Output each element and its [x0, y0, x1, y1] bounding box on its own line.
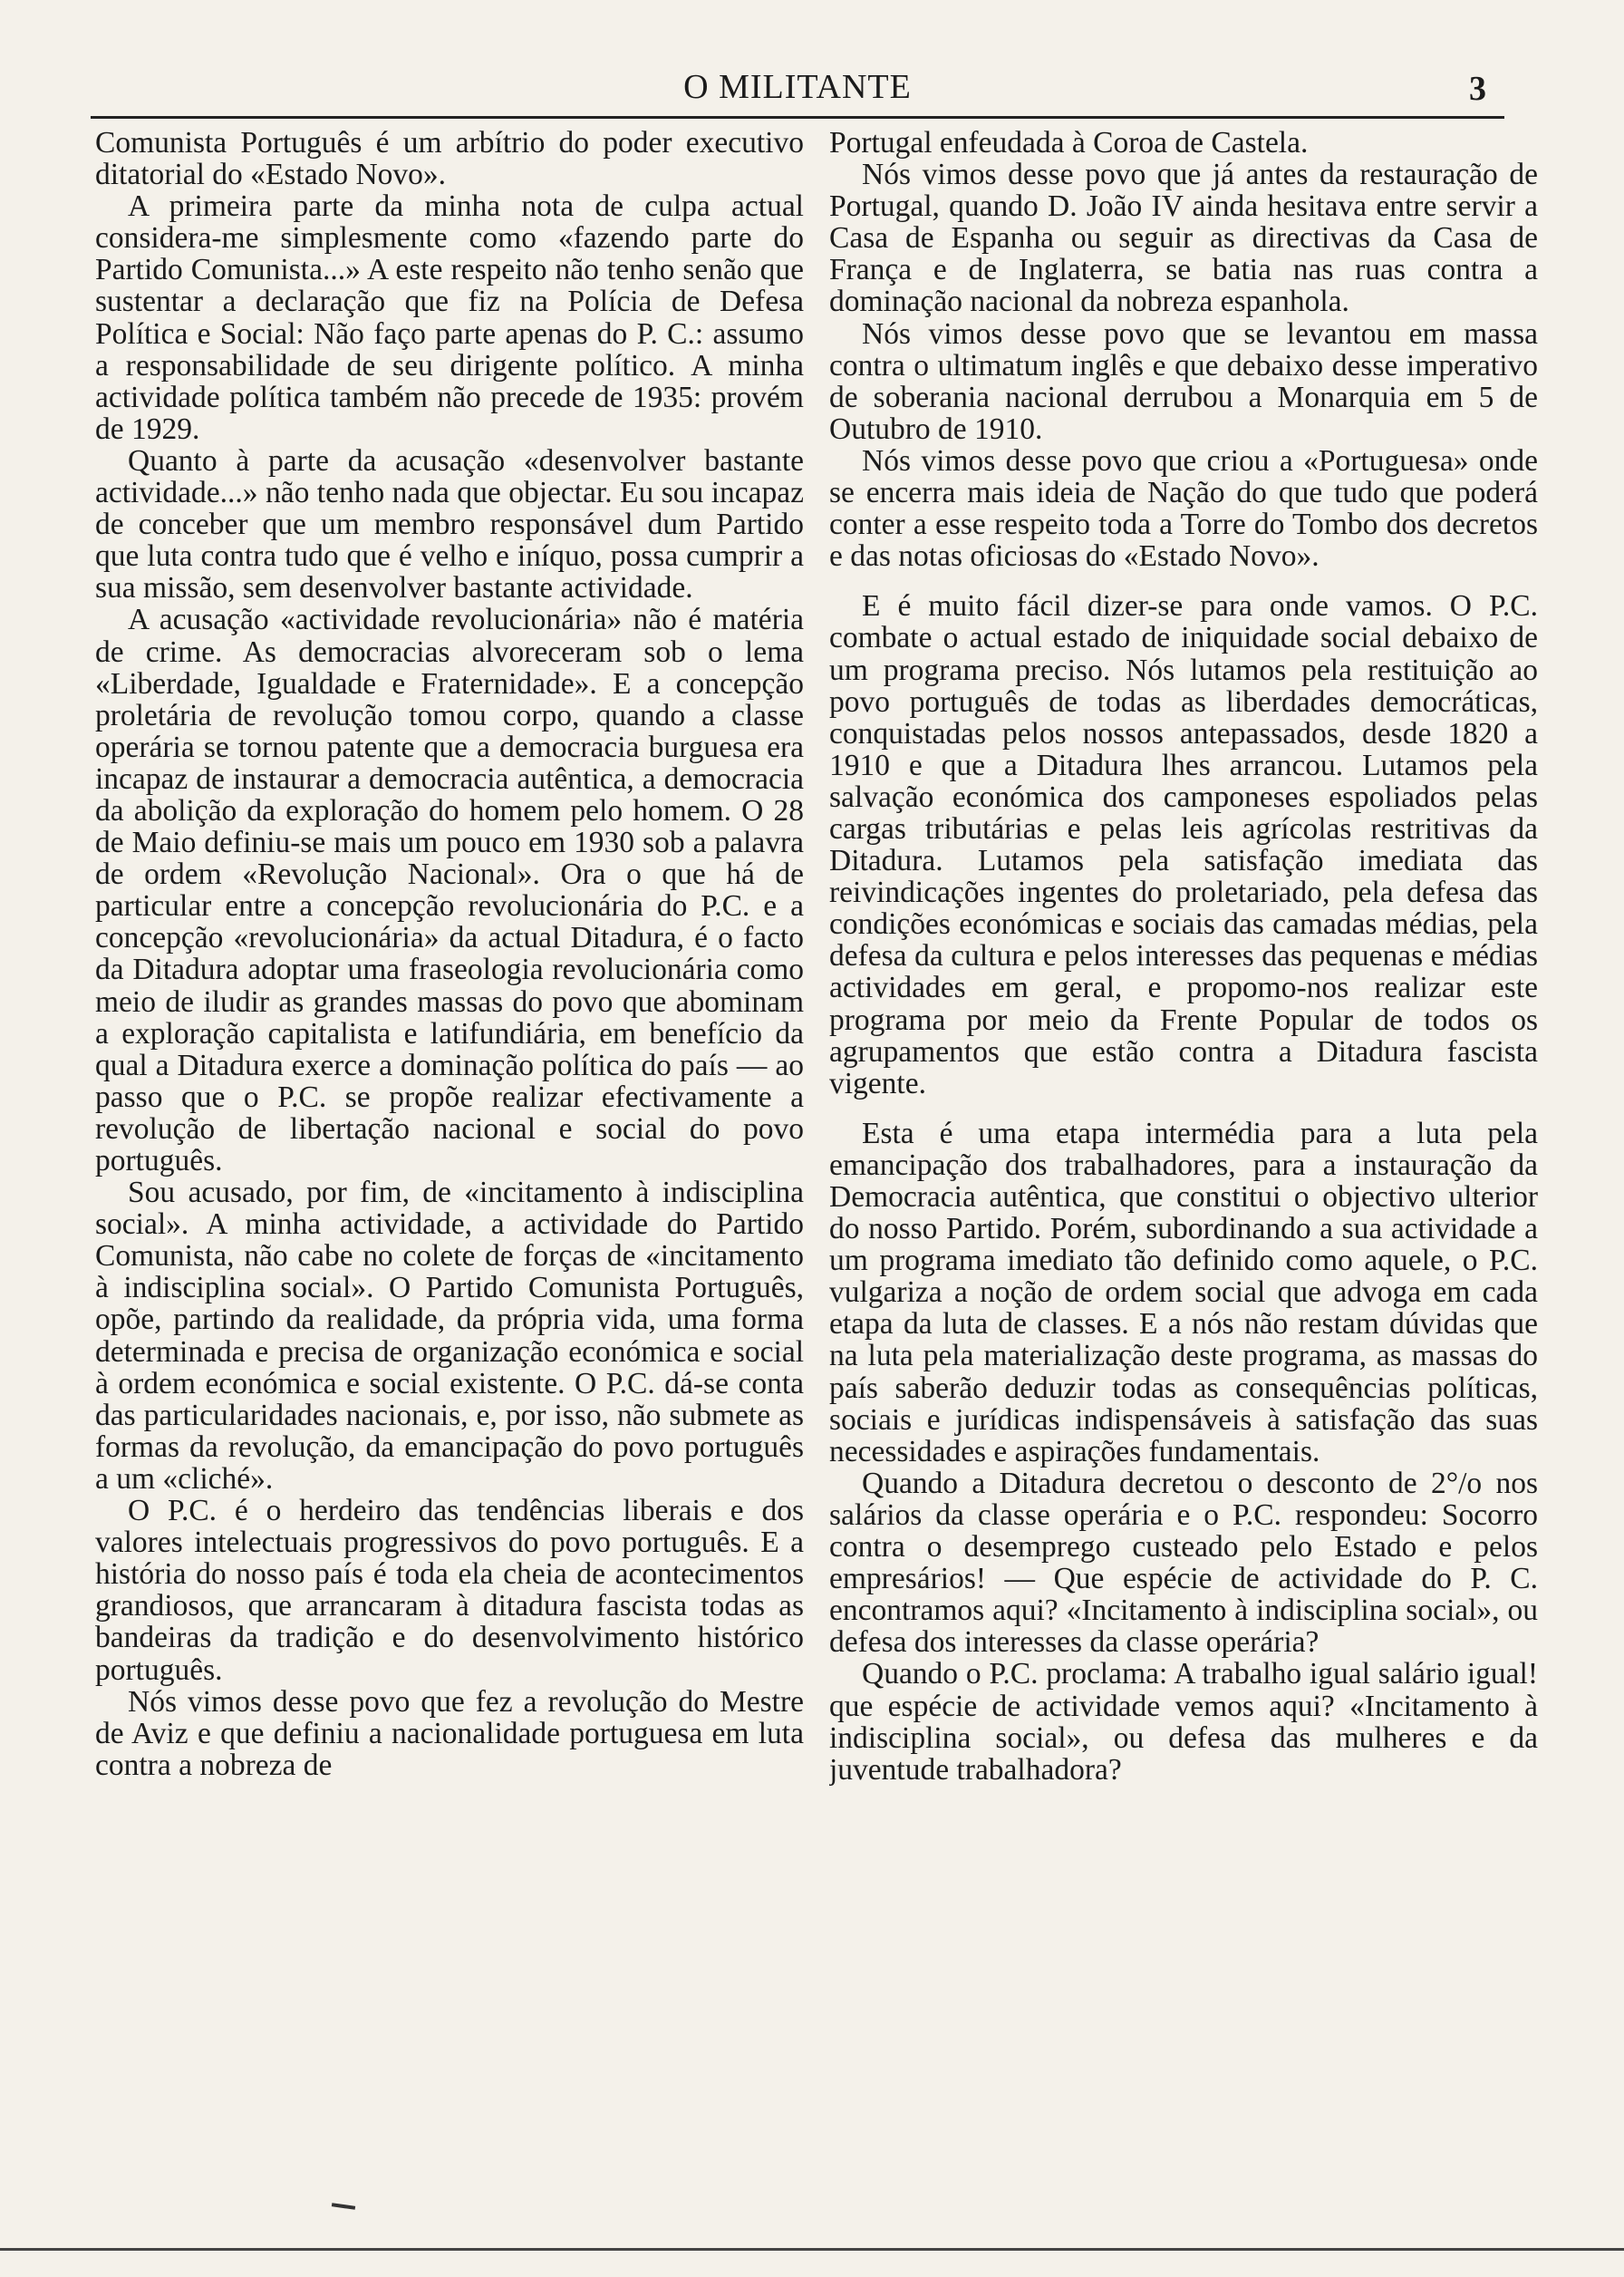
paragraph: E é muito fácil dizer-se para onde vamos. O P.C. combate o actual estado de iniquidade social debaixo de um programa preciso. Nós lutamos pela restituição ao povo português de todas as liberdades democráticas, conquistadas pelos nossos antepassados, desde 1820 a 1910 e que a Ditadura lhes arrancou. Lutamos pela salvação económica dos camponeses espoliados pelas cargas tributárias e pelas leis agrícolas restritivas da Ditadura. Lutamos pela satisfação imediata das reivindicações ingentes do proletariado, pela defesa das condições económicas e sociais das camadas médias, pela defesa da cultura e pelos interesses das pequenas e médias actividades em geral, e propomo-nos realizar este programa por meio da Frente Popular de todos os agrupamentos que estão contra a Ditadura fascista vigente.: [829, 589, 1538, 1100]
paragraph: Quanto à parte da acusação «desenvolver bastante actividade...» não tenho nada que objectar. Eu sou incapaz de conceber que um membro responsável dum Partido que luta contra tudo que é velho e iníquo, possa cumprir a sua missão, sem desenvolver bastante actividade.: [95, 443, 804, 606]
page-header: [91, 63, 1504, 118]
left-column: [95, 127, 804, 2148]
print-speck: [332, 2203, 355, 2210]
right-column: [829, 127, 1538, 2148]
paragraph: A primeira parte da minha nota de culpa actual considera-me simplesmente como «fazendo parte do Partido Comunista...» A este respeito não tenho senão que sustentar a declaração que fiz na Polícia de Defesa Política e Social: Não faço parte apenas do P. C.: assumo a responsabilidade de seu dirigente político. A minha actividade política também não precede de 1935: provém de 1929.: [95, 189, 804, 446]
paragraph: Nós vimos desse povo que já antes da restauração de Portugal, quando D. João IV ainda hesitava entre servir a Casa de Espanha ou seguir as directivas da Casa de França e de Inglaterra, se batia nas ruas contra a dominação nacional da nobreza espanhola.: [829, 158, 1538, 319]
paragraph: Portugal enfeudada à Coroa de Castela.: [829, 127, 1309, 160]
publication-title: O MILITANTE: [683, 68, 912, 106]
paragraph: Quando a Ditadura decretou o desconto de 2°/o nos salários da classe operária e o P.C. respondeu: Socorro contra o desemprego custeado pelo Estado e pelos empresários! — Que espécie de actividade do P. C. encontramos aqui? «Incitamento à indisciplina social», ou defesa dos interesses da classe operária?: [829, 1466, 1538, 1660]
header-rule: [91, 116, 1504, 119]
paragraph: Esta é uma etapa intermédia para a luta pela emancipação dos trabalhadores, para a instauração da Democracia autêntica, que constitui o objectivo ulterior do nosso Partido. Porém, subordinando a sua actividade a um programa imediato tão definido como aquele, o P.C. vulgariza a noção de ordem social que advoga em cada etapa da luta de classes. E a nós não restam dúvidas que na luta pela materialização deste programa, as massas do país saberão deduzir todas as consequências políticas, sociais e jurídicas indispensáveis à satisfação das suas necessidades e aspirações fundamentais.: [829, 1116, 1538, 1468]
paragraph: Comunista Português é um arbítrio do poder executivo ditatorial do «Estado Novo».: [95, 127, 804, 192]
page-bottom-edge: [0, 2248, 1624, 2251]
paragraph: Quando o P.C. proclama: A trabalho igual salário igual! que espécie de actividade vemos aqui? «Incitamento à indisciplina social», ou defesa das mulheres e da juventude trabalhadora?: [829, 1657, 1538, 1787]
paragraph: O P.C. é o herdeiro das tendências liberais e dos valores intelectuais progressivos do povo português. E a história do nosso país é toda ela cheia de acontecimentos grandiosos, que arrancaram à ditadura fascista todas as bandeiras da tradição e do desenvolvimento histórico português.: [95, 1494, 804, 1687]
paragraph: Nós vimos desse povo que criou a «Portuguesa» onde se encerra mais ideia de Nação do que tudo que poderá conter a esse respeito toda a Torre do Tombo dos decretos e das notas oficiosas do «Estado Novo».: [829, 443, 1538, 574]
paragraph: Nós vimos desse povo que se levantou em massa contra o ultimatum inglês e que debaixo desse imperativo de soberania nacional derrubou a Monarquia em 5 de Outubro de 1910.: [829, 316, 1538, 446]
paragraph: A acusação «actividade revolucionária» não é matéria de crime. As democracias alvoreceram sob o lema «Liberdade, Igualdade e Fraternidade». E a concepção proletária de revolução tomou corpo, quando a classe operária se tornou patente que a democracia burguesa era incapaz de instaurar a democracia autêntica, a democracia da abolição da exploração do homem pelo homem. O 28 de Maio definiu-se mais um pouco em 1930 sob a palavra de ordem «Revolução Nacional». Ora o que há de particular entre a concepção revolucionária do P.C. e a concepção «revolucionária» da actual Ditadura, é o facto da Ditadura adoptar uma fraseologia revolucionária como meio de iludir as grandes massas do povo que abominam a exploração capitalista e latifundiária, em benefício da qual a Ditadura exerce a dominação política do país — ao passo que o P.C. se propõe realizar efectivamente a revolução de libertação nacional e social do povo português.: [95, 603, 804, 1177]
paragraph: Nós vimos desse povo que fez a revolução do Mestre de Aviz e que definiu a nacionalidade portuguesa em luta contra a nobreza de: [95, 1684, 804, 1782]
page-number: 3: [1469, 70, 1486, 108]
paragraph: Sou acusado, por fim, de «incitamento à indisciplina social». A minha actividade, a actividade do Partido Comunista, não cabe no colete de forças de «incitamento à indisciplina social». O Partido Comunista Português, opõe, partindo da realidade, da própria vida, uma forma determinada e precisa de organização económica e social à ordem económica e social existente. O P.C. dá-se conta das particularidades nacionais, e, por isso, não submete as formas da revolução, da emancipação do povo português a um «cliché».: [95, 1176, 804, 1496]
